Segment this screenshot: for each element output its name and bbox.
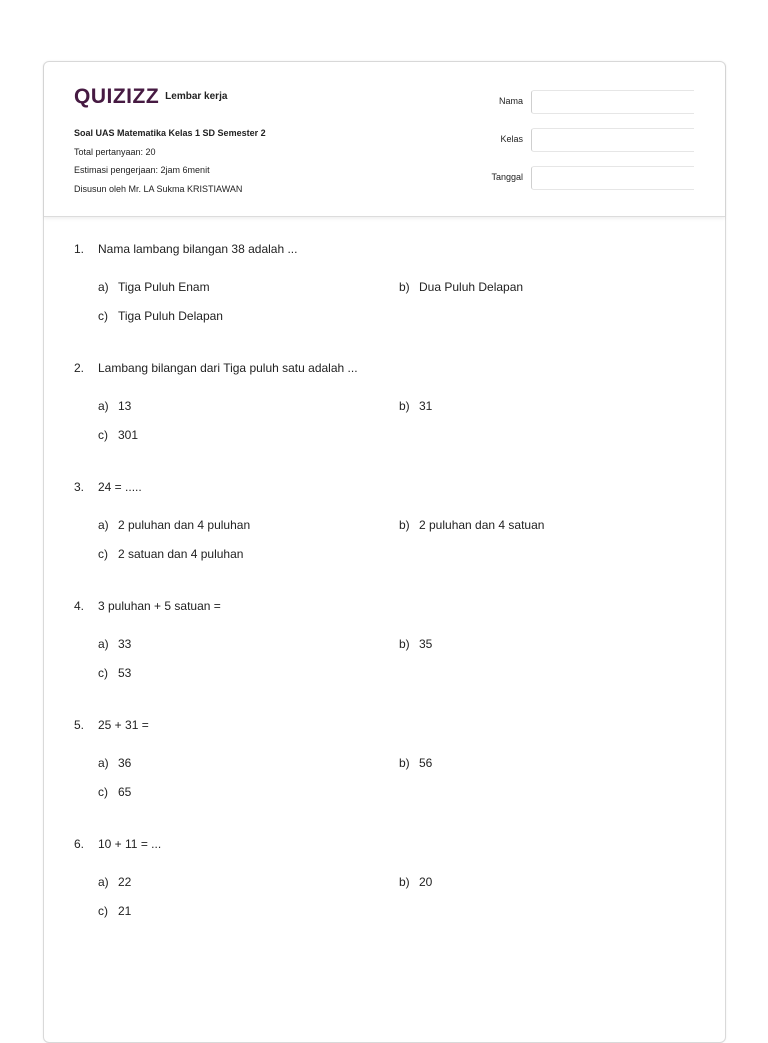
name-field[interactable] xyxy=(531,90,694,114)
option-text: 36 xyxy=(118,756,132,770)
worksheet xyxy=(43,61,726,1043)
option-text: Tiga Puluh Delapan xyxy=(118,309,223,323)
option-text: 33 xyxy=(118,637,132,651)
option-letter: b) xyxy=(399,637,410,651)
date-label: Tanggal xyxy=(491,172,523,182)
answer-option[interactable] xyxy=(98,309,223,323)
option-text: 65 xyxy=(118,785,132,799)
option-letter: b) xyxy=(399,518,410,532)
worksheet-type: Lembar kerja xyxy=(165,90,228,102)
option-text: 53 xyxy=(118,666,132,680)
option-letter: a) xyxy=(98,756,109,770)
question-number: 6. xyxy=(74,837,85,851)
answer-option[interactable] xyxy=(98,756,131,770)
option-letter: c) xyxy=(98,547,108,561)
option-text: 2 puluhan dan 4 puluhan xyxy=(118,518,251,532)
answer-option[interactable] xyxy=(98,428,138,442)
answer-option[interactable] xyxy=(399,518,544,532)
option-letter: b) xyxy=(399,756,410,770)
option-text: 56 xyxy=(419,756,433,770)
option-text: 13 xyxy=(118,399,132,413)
answer-option[interactable] xyxy=(399,756,432,770)
option-letter: c) xyxy=(98,904,108,918)
option-text: 2 satuan dan 4 puluhan xyxy=(118,547,244,561)
answer-option[interactable] xyxy=(98,280,210,294)
option-letter: a) xyxy=(98,637,109,651)
option-letter: a) xyxy=(98,518,109,532)
answer-option[interactable] xyxy=(98,785,131,799)
option-letter: a) xyxy=(98,875,109,889)
answer-option[interactable] xyxy=(399,399,432,413)
question-number: 4. xyxy=(74,599,85,613)
option-letter: a) xyxy=(98,399,109,413)
time-estimate: Estimasi pengerjaan: 2jam 6menit xyxy=(74,165,210,175)
question-text: 3 puluhan + 5 satuan = xyxy=(98,599,221,613)
option-text: 22 xyxy=(118,875,132,889)
answer-option[interactable] xyxy=(98,904,131,918)
question-number: 3. xyxy=(74,480,85,494)
author: Disusun oleh Mr. LA Sukma KRISTIAWAN xyxy=(74,183,243,194)
answer-option[interactable] xyxy=(98,875,131,889)
question-number: 5. xyxy=(74,718,85,732)
question-text: 25 + 31 = xyxy=(98,718,149,732)
option-letter: a) xyxy=(98,280,109,294)
worksheet-info xyxy=(74,124,266,198)
answer-option[interactable] xyxy=(98,399,131,413)
option-letter: b) xyxy=(399,280,410,294)
worksheet-title: Soal UAS Matematika Kelas 1 SD Semester 2 xyxy=(74,128,266,138)
name-label: Nama xyxy=(498,96,523,106)
worksheet-header xyxy=(44,62,725,217)
answer-option[interactable] xyxy=(399,280,523,294)
option-text: Tiga Puluh Enam xyxy=(118,280,210,294)
question-text: Nama lambang bilangan 38 adalah ... xyxy=(98,242,298,256)
option-text: 301 xyxy=(118,428,139,442)
option-text: Dua Puluh Delapan xyxy=(419,280,524,294)
option-letter: b) xyxy=(399,875,410,889)
question-text: 24 = ..... xyxy=(98,480,142,494)
answer-option[interactable] xyxy=(98,637,131,651)
brand xyxy=(74,85,227,109)
option-letter: c) xyxy=(98,428,108,442)
option-letter: c) xyxy=(98,309,108,323)
answer-option[interactable] xyxy=(98,518,250,532)
option-letter: c) xyxy=(98,785,108,799)
option-text: 35 xyxy=(419,637,433,651)
option-text: 21 xyxy=(118,904,132,918)
question-number: 2. xyxy=(74,361,85,375)
class-label: Kelas xyxy=(500,134,523,144)
answer-option[interactable] xyxy=(98,666,131,680)
question-number: 1. xyxy=(74,242,85,256)
quizizz-logo: QUIZIZZ xyxy=(74,85,160,108)
class-field[interactable] xyxy=(531,128,694,152)
option-text: 20 xyxy=(419,875,433,889)
answer-option[interactable] xyxy=(399,637,432,651)
option-text: 31 xyxy=(419,399,433,413)
option-text: 2 puluhan dan 4 satuan xyxy=(419,518,545,532)
answer-option[interactable] xyxy=(399,875,432,889)
answer-option[interactable] xyxy=(98,547,243,561)
question-text: Lambang bilangan dari Tiga puluh satu adalah ... xyxy=(98,361,358,375)
option-letter: c) xyxy=(98,666,108,680)
question-text: 10 + 11 = ... xyxy=(98,837,162,851)
question-total: Total pertanyaan: 20 xyxy=(74,146,156,157)
date-field[interactable] xyxy=(531,166,694,190)
option-letter: b) xyxy=(399,399,410,413)
